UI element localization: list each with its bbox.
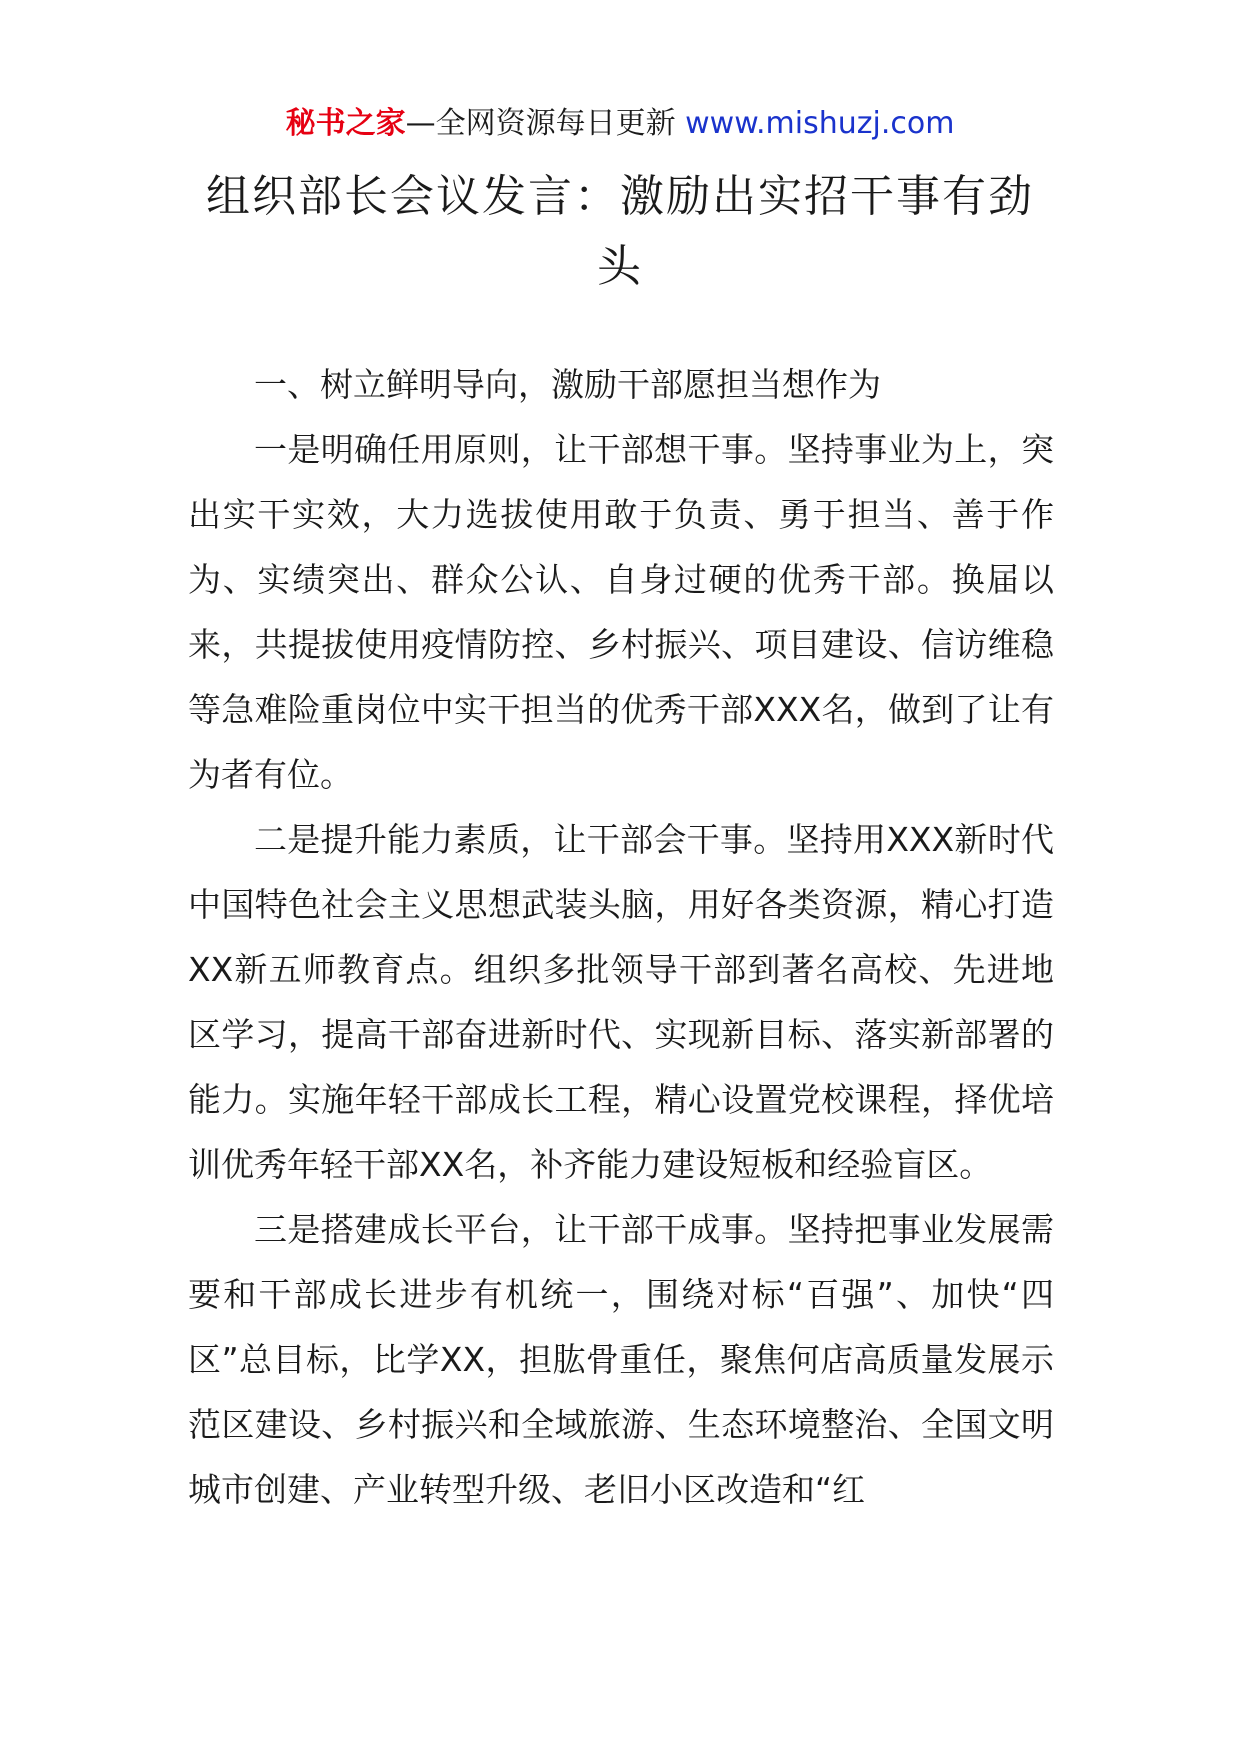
- section-heading: 一、树立鲜明导向，激励干部愿担当想作为: [254, 365, 881, 404]
- document-body: [188, 352, 1054, 1522]
- site-banner: [0, 104, 1240, 144]
- brand-name: 秘书之家: [285, 106, 406, 141]
- paragraph-1: 一是明确任用原则，让干部想干事。坚持事业为上，突出实干实效，大力选拔使用敢于负责、勇于担当、善于作为、实绩突出、群众公认、自身过硬的优秀干部。换届以来，共提拔使用疫情防控、乡村振兴、项目建设、信访维稳等急难险重岗位中实干担当的优秀干部XXX名，做到了让有为者有位。: [188, 430, 1054, 794]
- paragraph-2: 二是提升能力素质，让干部会干事。坚持用XXX新时代中国特色社会主义思想武装头脑，用好各类资源，精心打造XX新五师教育点。组织多批领导干部到著名高校、先进地区学习，提高干部奋进新时代、实现新目标、落实新部署的能力。实施年轻干部成长工程，精心设置党校课程，择优培训优秀年轻干部XX名，补齐能力建设短板和经验盲区。: [188, 820, 1054, 1184]
- document-title: 组织部长会议发言：激励出实招干事有劲头: [206, 171, 1034, 292]
- paragraph-3: 三是搭建成长平台，让干部干成事。坚持把事业发展需要和干部成长进步有机统一，围绕对标“百强”、加快“四区”总目标，比学XX，担肱骨重任，聚焦何店高质量发展示范区建设、乡村振兴和全域旅游、生态环境整治、全国文明城市创建、产业转型升级、老旧小区改造和“红: [188, 1210, 1054, 1509]
- banner-tagline: —全网资源每日更新: [405, 106, 686, 141]
- site-url-link[interactable]: www.mishuzj.com: [685, 106, 955, 141]
